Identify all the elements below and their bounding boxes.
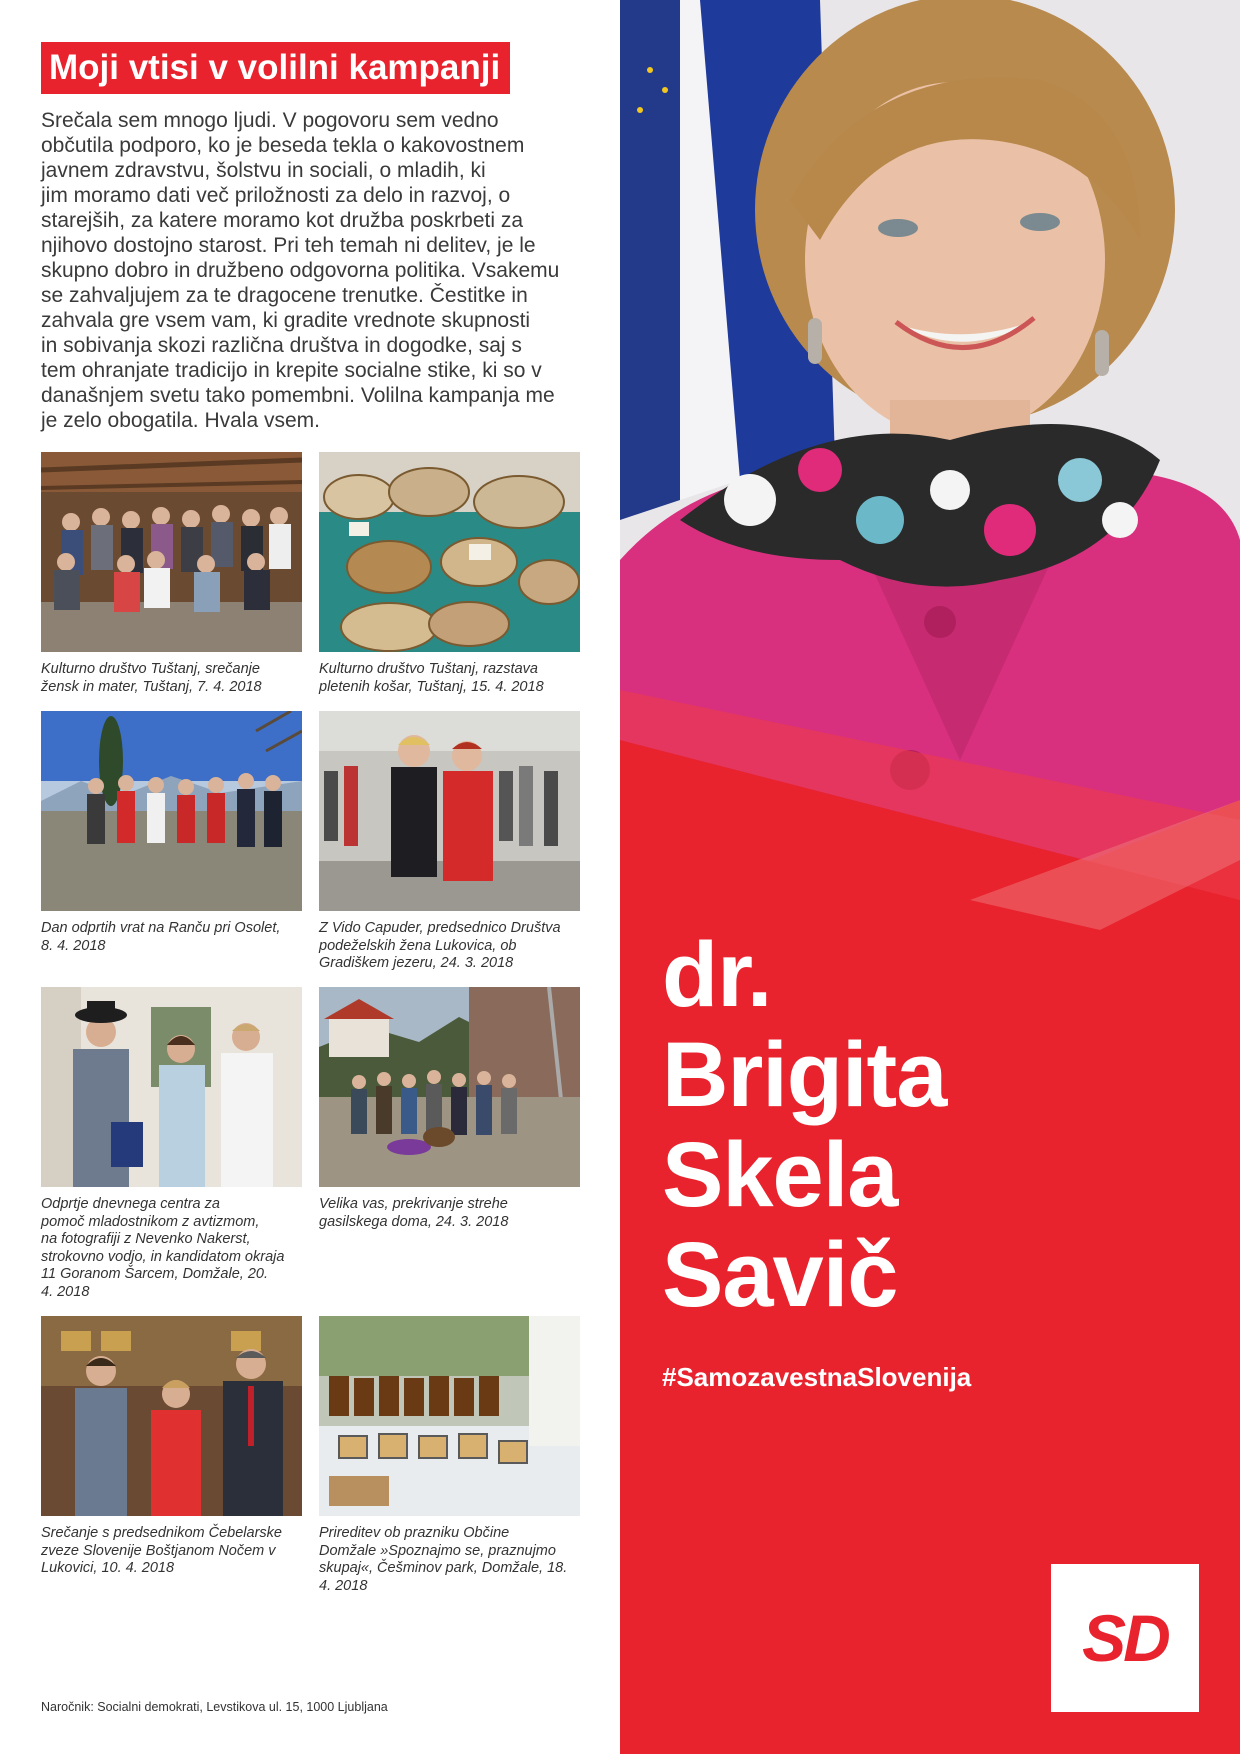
caption-line: Prireditev ob prazniku Občine xyxy=(319,1525,510,1541)
photo-caption xyxy=(41,920,306,955)
photo-lake xyxy=(319,711,580,911)
caption-line: Odprtje dnevnega centra za xyxy=(41,1196,220,1212)
caption-line: 4. 2018 xyxy=(319,1577,368,1594)
name-line: dr. xyxy=(662,924,772,1026)
name-line: Savič xyxy=(662,1224,898,1326)
photo-caption xyxy=(319,1525,584,1595)
caption-line: Z Vido Capuder, predsednico Društva xyxy=(319,920,561,936)
caption-line: 4. 2018 xyxy=(41,1283,90,1300)
photo-caption xyxy=(319,1196,584,1231)
intro-line: se zahvaljujem za te dragocene trenutke. Čestitke in xyxy=(41,284,528,307)
caption-line: Dan odprtih vrat na Ranču pri Osolet, xyxy=(41,920,281,936)
photo-beekeepers xyxy=(41,1316,302,1516)
photo-day-centre xyxy=(41,987,302,1187)
caption-line: Kulturno društvo Tuštanj, razstava xyxy=(319,661,538,677)
caption-line: pletenih košar, Tuštanj, 15. 4. 2018 xyxy=(319,678,544,695)
intro-text xyxy=(41,108,586,433)
photo-honey-stand xyxy=(319,1316,580,1516)
name-line: Brigita xyxy=(662,1024,947,1126)
intro-line: tem ohranjate tradicijo in krepite socialne stike, ki so v xyxy=(41,359,542,382)
intro-line: zahvala gre vsem vam, ki gradite vrednote skupnosti xyxy=(41,309,531,332)
intro-line: jim moramo dati več priložnosti za delo in razvoj, o xyxy=(41,184,511,207)
intro-line: javnem zdravstvu, šolstvu in sociali, o mladih, ki xyxy=(41,159,486,182)
caption-line: pomoč mladostnikom z avtizmom, xyxy=(41,1213,260,1230)
caption-line: zveze Slovenije Boštjanom Nočem v xyxy=(41,1542,276,1559)
intro-line: starejših, za katere moramo kot družba poskrbeti za xyxy=(41,209,524,232)
sd-logo-text: SD xyxy=(1082,1601,1168,1675)
intro-line: današnjem svetu tako pomembni. Volilna kampanja me xyxy=(41,384,555,407)
caption-line: 8. 4. 2018 xyxy=(41,937,106,954)
candidate-panel xyxy=(620,0,1240,1754)
caption-line: podeželskih žena Lukovica, ob xyxy=(319,937,517,954)
photo-caption xyxy=(41,1196,306,1301)
intro-line: skupno dobro in družbeno odgovorna politika. Vsakemu xyxy=(41,259,560,282)
caption-line: Velika vas, prekrivanje strehe xyxy=(319,1196,508,1212)
photo-caption xyxy=(319,661,584,696)
footer-commissioner: Naročnik: Socialni demokrati, Levstikova ul. 15, 1000 Ljubljana xyxy=(41,1700,388,1714)
candidate-name xyxy=(662,925,946,1325)
intro-line: Srečala sem mnogo ljudi. V pogovoru sem vedno xyxy=(41,109,499,132)
photo-caption xyxy=(319,920,584,973)
caption-line: žensk in mater, Tuštanj, 7. 4. 2018 xyxy=(41,678,262,695)
photo-ranch xyxy=(41,711,302,911)
page-title: Moji vtisi v volilni kampanji xyxy=(41,42,510,94)
intro-line: je zelo obogatila. Hvala vsem. xyxy=(41,409,320,432)
caption-line: na fotografiji z Nevenko Nakerst, xyxy=(41,1231,251,1247)
intro-line: in sobivanja skozi različna društva in dogodke, saj s xyxy=(41,334,522,357)
caption-line: Kulturno društvo Tuštanj, srečanje xyxy=(41,661,260,677)
name-line: Skela xyxy=(662,1124,898,1226)
caption-line: Domžale »Spoznajmo se, praznujmo xyxy=(319,1542,556,1559)
caption-line: gasilskega doma, 24. 3. 2018 xyxy=(319,1213,509,1230)
intro-line: njihovo dostojno starost. Pri teh temah ni delitev, je le xyxy=(41,234,536,257)
caption-line: Gradiškem jezeru, 24. 3. 2018 xyxy=(319,955,514,971)
candidate-portrait xyxy=(620,0,1240,1754)
photo-caption xyxy=(41,661,306,696)
sd-logo xyxy=(1051,1564,1199,1712)
intro-line: občutila podporo, ko je beseda tekla o kakovostnem xyxy=(41,134,525,157)
caption-line: strokovno vodjo, in kandidatom okraja xyxy=(41,1248,285,1265)
campaign-hashtag: #SamozavestnaSlovenija xyxy=(662,1362,972,1392)
caption-line: 11 Goranom Šarcem, Domžale, 20. xyxy=(41,1266,268,1282)
photo-fire-station xyxy=(319,987,580,1187)
caption-line: Srečanje s predsednikom Čebelarske xyxy=(41,1525,282,1541)
photo-group-tustanj xyxy=(41,452,302,652)
caption-line: Lukovici, 10. 4. 2018 xyxy=(41,1560,175,1576)
photo-baskets xyxy=(319,452,580,652)
photo-caption xyxy=(41,1525,306,1578)
caption-line: skupaj«, Češminov park, Domžale, 18. xyxy=(319,1560,568,1576)
